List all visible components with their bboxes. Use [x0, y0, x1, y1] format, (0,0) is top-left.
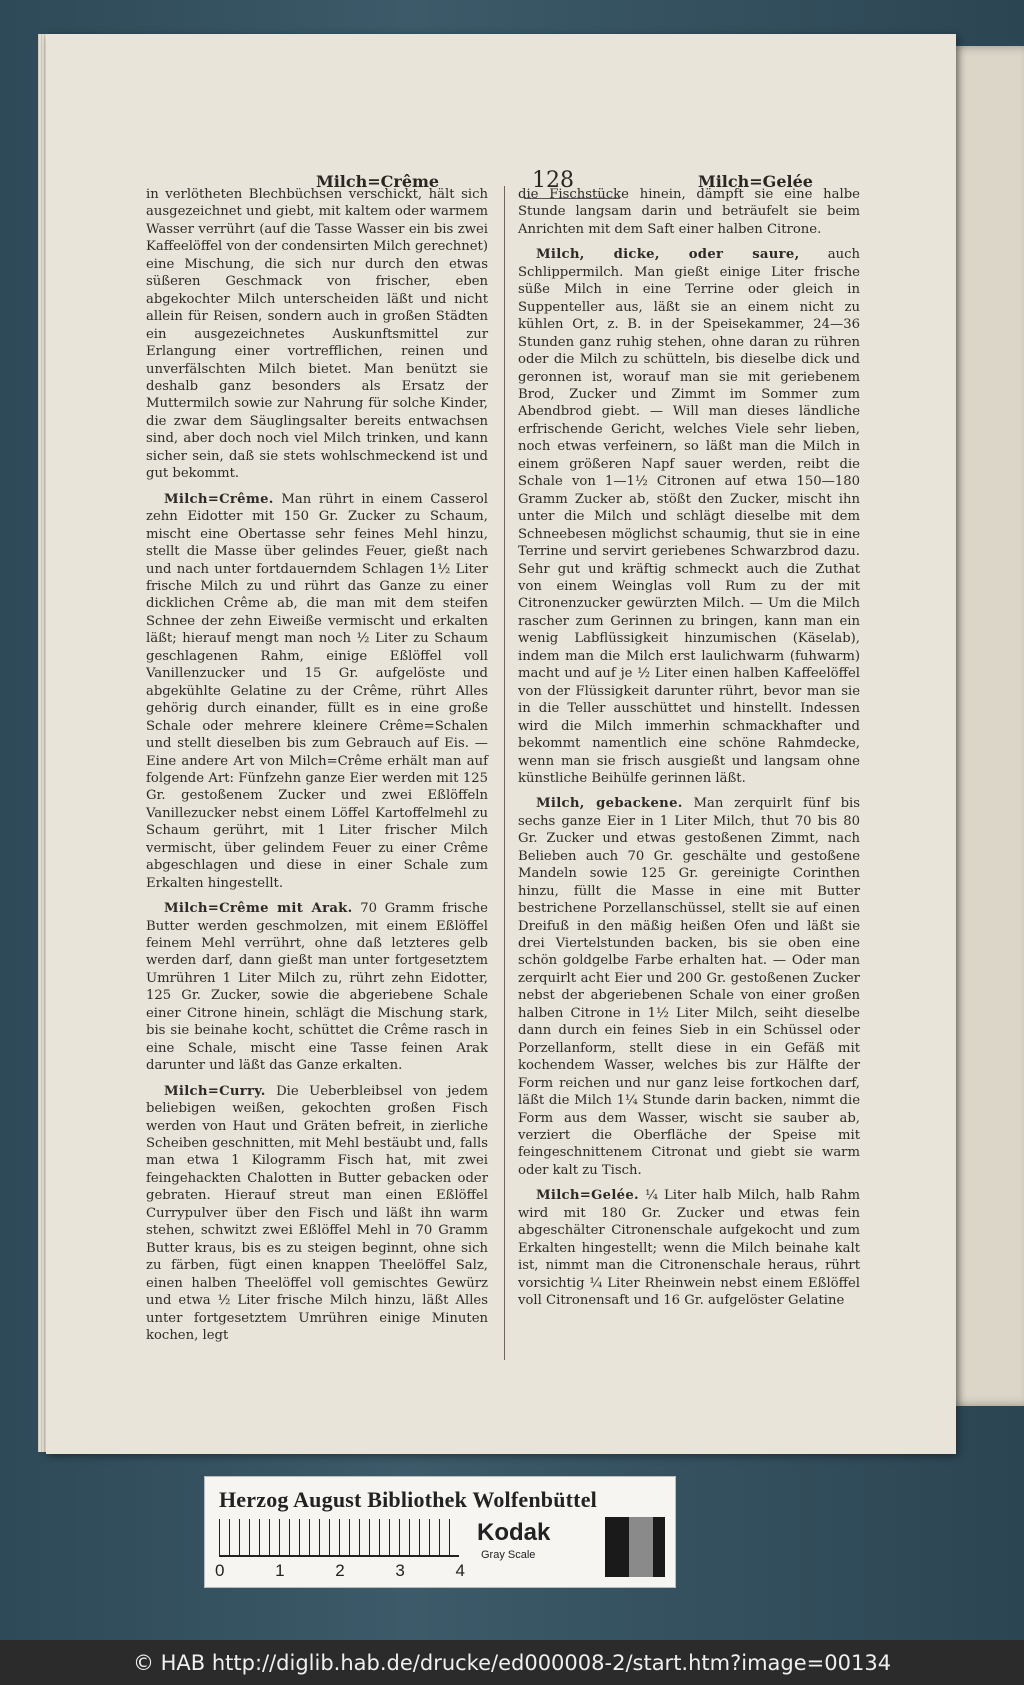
entry-text: die Fischstücke hinein, dämpft sie eine halbe Stunde langsam darin und beträufelt sie beim Anrichten mit dem Saft einer halben Citrone.	[518, 187, 860, 237]
ruler-number: 2	[335, 1561, 345, 1580]
ruler-number: 3	[395, 1561, 405, 1580]
entry-text: Man rührt in einem Casserol zehn Eidotter mit 150 Gr. Zucker zu Schaum, mischt eine Obertasse sehr feines Mehl hinzu, stellt die Masse über gelindes Feuer, gießt nach und nach unter fortdauerndem Schlagen 1½ Liter frische Milch zu und rührt das Ganze zu einer dicklichen Crême ab, die man mit dem steifen Schnee der zehn Eiweiße vermischt und erkalten läßt; hierauf mengt man noch ½ Liter zu Schaum geschlagenen Rahm, einige Eßlöffel voll Vanillenzucker und 15 Gr. aufgelöste und abgekühlte Gelatine zu der Crême, rührt Alles gehörig durch einander, füllt es in eine große Schale oder mehrere kleinere Crême=Schalen und stellt dieselben bis zum Gebrauch auf Eis. — Eine andere Art von Milch=Crême erhält man auf folgende Art: Fünfzehn ganze Eier werden mit 125 Gr. gestoßenem Zucker und zwei Eßlöffeln Vanillezucker nebst einem Löffel Kartoffelmehl zu Schaum gerührt, mit 1 Liter frischer Milch vermischt, über gelindem Feuer zu einer Crême abgeschlagen und diese in einer Schale zum Erkalten hingestellt.	[146, 491, 488, 891]
entry-headword: Milch, gebackene.	[536, 796, 683, 812]
entry-headword: Milch=Gelée.	[536, 1188, 639, 1204]
continued-paragraph	[146, 186, 488, 483]
entry-text: in verlötheten Blechbüchsen verschickt, hält sich ausgezeichnet und giebt, mit kaltem oder warmem Wasser verrührt (auf die Tasse Wasser ein bis zwei Kaffeelöffel von der condensirten Milch gerechnet) eine Mischung, die sich nur durch den etwas süßeren Geschmack von frischer, eben abgekochter Milch unterscheiden läßt und nicht allein für Reisen, sondern auch in großen Städten ein ausgezeichnetes Auskunftsmittel zur Erlangung einer vortrefflichen, reinen und unverfälschten Milch bietet. Man benützt sie deshalb ganz besonders als Ersatz der Muttermilch sowie zur Nahrung für solche Kinder, die zwar dem Säuglingsalter bereits entwachsen sind, aber doch noch viel Milch trinken, und kann sicher sein, daß sie stets wohlschmeckend ist und gut bekommt.	[146, 187, 488, 482]
gray-scale-label: Gray Scale	[481, 1549, 536, 1561]
entry-text: 70 Gramm frische Butter werden geschmolzen, mit einem Eßlöffel feinem Mehl verrührt, ohne daß letzteres gelb werden darf, dann gießt man unter fortgesetztem Umrühren 1 Liter Milch zu, rührt zehn Eidotter, 125 Gr. Zucker, sowie die abgeriebene Schale einer Citrone hinein, schlägt die Mischung stark, bis sie beinahe kocht, schüttet die Crême rasch in eine Schale, mischt eine Tasse feinen Arak darunter und läßt das Ganze erkalten.	[146, 901, 488, 1074]
gray-swatch-mid	[629, 1517, 653, 1577]
kodak-logo: Kodak	[477, 1519, 551, 1546]
continued-paragraph	[518, 186, 860, 238]
header-right-keyword: Milch=Gelée	[698, 172, 813, 191]
left-column	[146, 186, 488, 1352]
dictionary-entry	[146, 1083, 488, 1345]
gray-swatch-dark	[605, 1517, 629, 1577]
entry-text: Man zerquirlt fünf bis sechs ganze Eier in 1 Liter Milch, thut 70 bis 80 Gr. Zucker und etwas gestoßenen Zimmt, nach Belieben auch 70 Gr. geschälte und gestoßene Mandeln sowie 125 Gr. gereinigte Corinthen hinzu, füllt die Masse in eine mit Butter bestrichene Porzellanschüssel, stellt sie auf einen Dreifuß in den mäßig heißen Ofen und läßt sie drei Viertelstunden backen, bis sie oben eine schön goldgelbe Farbe erhalten hat. — Oder man zerquirlt acht Eier und 200 Gr. gestoßenen Zucker nebst der abgeriebenen Schale von einer großen halben Citrone in 1½ Liter Milch, seiht dieselbe dann durch ein feines Sieb in ein Schüssel oder Porzellanform, stellt diese in ein Gefäß mit kochendem Wasser, welches bis zur Hälfte der Form reichen und nur ganz leise fortkochen darf, läßt die Milch 1¼ Stunde darin backen, nimmt die Form aus dem Wasser, wischt sie sauber ab, verziert die Oberfläche der Speise mit feingeschnittenem Citronat und giebt sie warm oder kalt zu Tisch.	[518, 796, 860, 1178]
ruler-number: 0	[215, 1561, 225, 1580]
ruler-number: 4	[455, 1561, 465, 1580]
right-column	[518, 186, 860, 1318]
color-target-card	[204, 1476, 676, 1588]
library-name: Herzog August Bibliothek Wolfenbüttel	[219, 1487, 597, 1512]
dictionary-entry	[518, 246, 860, 787]
gray-swatch-dark-2	[653, 1517, 665, 1577]
header-left-keyword: Milch=Crême	[316, 172, 440, 191]
dictionary-entry	[146, 491, 488, 892]
entry-headword: Milch=Crême mit Arak.	[164, 901, 353, 917]
dictionary-entry	[518, 1187, 860, 1309]
adjacent-page-fragment	[950, 46, 1024, 1406]
copyright-footer: © HAB http://diglib.hab.de/drucke/ed000008-2/start.htm?image=00134	[0, 1640, 1024, 1685]
page-number: 128	[532, 168, 574, 193]
entry-text: ¼ Liter halb Milch, halb Rahm wird mit 180 Gr. Zucker und etwas fein abgeschälter Citronenschale aufgekocht und zum Erkalten hingestellt; wenn die Milch beinahe kalt ist, nimmt man die Citronenschale heraus, rührt vorsichtig ¼ Liter Rheinwein nebst einem Eßlöffel voll Citronensaft und 16 Gr. aufgelöster Gelatine	[518, 1188, 860, 1309]
ruler-number: 1	[275, 1561, 285, 1580]
dictionary-entry	[518, 795, 860, 1179]
entry-headword: Milch=Curry.	[164, 1083, 266, 1099]
entry-headword: Milch, dicke, oder saure,	[536, 247, 800, 263]
entry-text: Die Ueberbleibsel von jedem beliebigen weißen, gekochten großen Fisch werden von Haut und Gräten befreit, in zierliche Scheiben geschnitten, mit Mehl bestäubt und, falls man etwa 1 Kilogramm Fisch hat, mit zwei feingehackten Chalotten in Butter gebacken oder gebraten. Hierauf streut man einen Eßlöffel Currypulver über den Fisch und läßt ihn warm stehen, schwitzt zwei Eßlöffel Mehl in 70 Gramm Butter kraus, bis es zu steigen beginnt, ohne sich zu färben, fügt einen knappen Theelöffel Salz, einen halben Theelöffel voll gemischtes Gewürz und etwa ½ Liter frische Milch hinzu, läßt Alles unter fortgesetztem Umrühren einige Minuten kochen, legt	[146, 1083, 488, 1343]
column-divider	[504, 186, 505, 1360]
ruler-numbers	[215, 1561, 465, 1581]
dictionary-entry	[146, 900, 488, 1075]
measurement-ruler	[219, 1519, 459, 1557]
entry-text: auch Schlippermilch. Man gießt einige Liter frische süße Milch in eine Terrine oder gleich in Suppenteller aus, läßt sie an einem nicht zu kühlen Ort, z. B. in der Speisekammer, 24—36 Stunden ganz ruhig stehen, ohne daran zu rühren oder die Milch zu schütteln, bis dieselbe dick und geronnen ist, worauf man sie mit geriebenem Brod, Zucker und Zimmt im Sommer zum Abendbrod giebt. — Will man dieses ländliche erfrischende Gericht, welches Viele sehr lieben, noch etwas verfeinern, so läßt man die Milch in einem größeren Napf sauer werden, reibt die Schale von 1—1½ Citronen auf etwa 150—180 Gramm Zucker ab, stößt den Zucker, mischt ihn unter die Milch und schlägt dieselbe mit dem Schneebesen möglichst schaumig, thut sie in eine Terrine und servirt geriebenes Schwarzbrod dazu. Sehr gut und kräftig schmeckt auch die Zuthat von einem Weinglas voll Rum zu der mit Citronenzucker gewürzten Milch. — Um die Milch rascher zum Gerinnen zu bringen, kann man ein wenig Labflüssigkeit hinzumischen (Käselab), indem man die Milch erst laulichwarm (fuhwarm) macht und auf je ½ Liter einen halben Kaffeelöffel von der Flüssigkeit darunter rührt, bevor man sie in die Teller ausschüttet und hinstellt. Indessen wird die Milch immerhin schmackhafter und bekommt namentlich eine schöne Rahmdecke, wenn man sie frisch ausgießt und langsam ohne künstliche Beihülfe gerinnen läßt.	[518, 247, 860, 786]
entry-headword: Milch=Crême.	[164, 491, 274, 507]
